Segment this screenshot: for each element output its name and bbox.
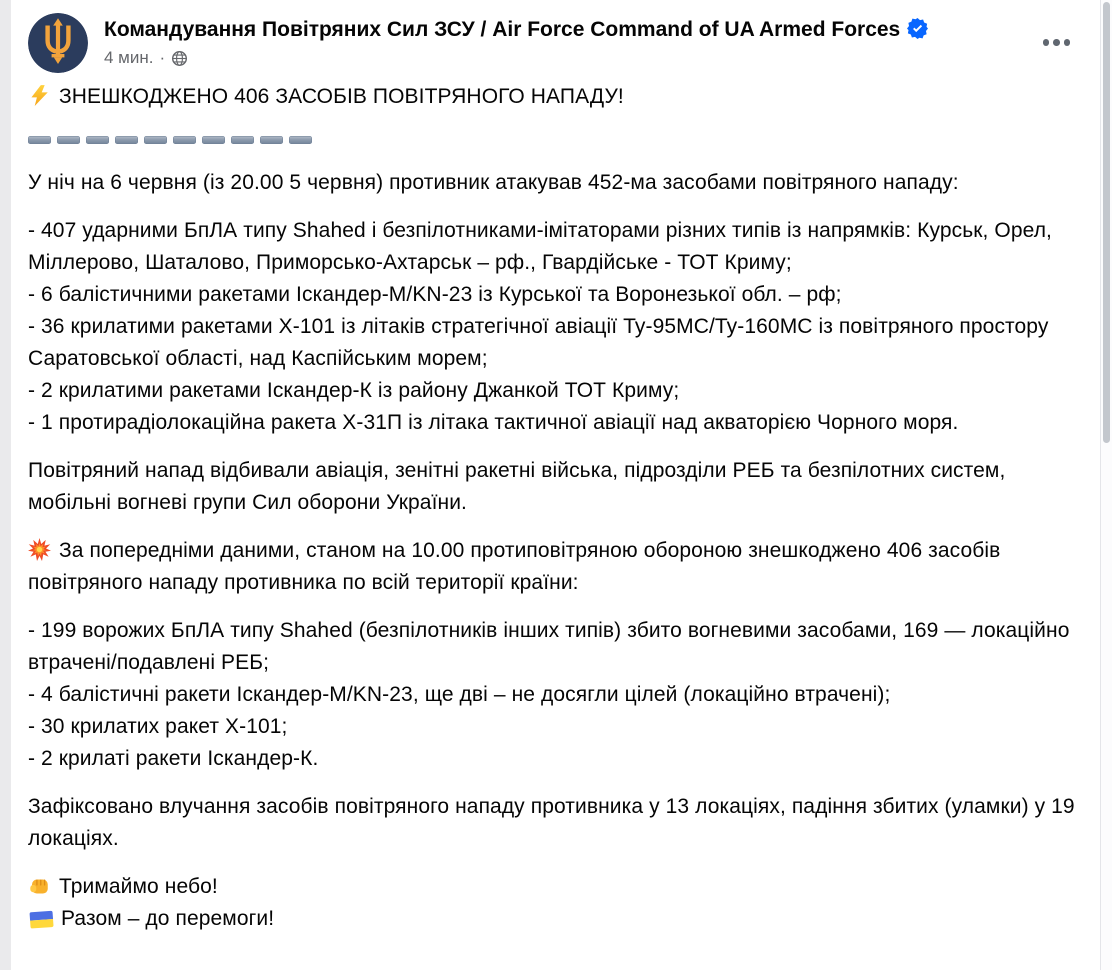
list-item: - 199 ворожих БпЛА типу Shahed (безпілотників інших типів) збито вогневими засобами, 169 — локаційно втрачені/подавлені РЕБ; (28, 619, 1070, 674)
list-item: - 6 балістичними ракетами Іскандер-М/KN-23 із Курської та Воронезької обл. – рф; (28, 283, 842, 306)
list-item: - 36 крилатими ракетами Х-101 із літаків стратегічної авіації Ту-95МС/Ту-160МС із повітряного простору Саратовської області, над Каспійським морем; (28, 315, 1049, 370)
list-item: - 30 крилатих ракет Х-101; (28, 715, 288, 738)
scrollbar[interactable] (1100, 0, 1112, 970)
heavy-minus-dash-icon (231, 136, 254, 144)
post-headline (28, 81, 1085, 113)
attack-list (28, 215, 1085, 439)
impact-text: Зафіксовано влучання засобів повітряного нападу противника у 13 локаціях, падіння збитих (уламки) у 19 локаціях. (28, 795, 1075, 850)
heavy-minus-dash-icon (173, 136, 196, 144)
post-body (11, 73, 1100, 965)
headline-text: ЗНЕШКОДЖЕНО 406 ЗАСОБІВ ПОВІТРЯНОГО НАПАДУ! (59, 85, 624, 108)
list-item: - 2 крилатими ракетами Іскандер-К із району Джанкой ТОТ Криму; (28, 379, 680, 402)
title-row (104, 16, 1037, 43)
closing-lines (28, 871, 1085, 935)
results-list (28, 615, 1085, 775)
heavy-minus-dash-icon (202, 136, 225, 144)
globe-privacy-icon (171, 50, 188, 67)
heavy-minus-dash-icon (57, 136, 80, 144)
timestamp[interactable]: 4 мин. (104, 48, 154, 67)
closing-line (28, 903, 1085, 935)
heavy-minus-dash-icon (260, 136, 283, 144)
heavy-minus-dash-icon (289, 136, 312, 144)
heavy-minus-dash-icon (28, 136, 51, 144)
ukraine-flag-icon (28, 908, 55, 929)
lightning-bolt-icon (28, 84, 51, 107)
scrollbar-thumb[interactable] (1103, 2, 1110, 443)
meta-separator: · (159, 48, 166, 67)
header-text (104, 13, 1037, 68)
defense-paragraph (28, 455, 1085, 519)
trident-emblem-icon (28, 13, 88, 73)
intro-text: У ніч на 6 червня (із 20.00 5 червня) противник атакував 452-ма засобами повітряного нападу: (28, 171, 959, 194)
three-dots-icon (1043, 39, 1050, 46)
closing-flag-text: Разом – до перемоги! (61, 907, 275, 930)
list-item: - 407 ударними БпЛА типу Shahed і безпілотниками-імітаторами різних типів із напрямків: Курськ, Орел, Міллерово, Шаталово, Приморсько-Ахтарськ – рф., Гвардійське - ТОТ Криму; (28, 219, 1052, 274)
closing-fist-text: Тримаймо небо! (59, 875, 218, 898)
heavy-minus-dash-icon (86, 136, 109, 144)
dash-divider (28, 129, 1085, 151)
verified-badge-icon (907, 18, 928, 39)
avatar[interactable] (28, 13, 88, 73)
defense-text: Повітряний напад відбивали авіація, зенітні ракетні війська, підрозділи РЕБ та безпілотних систем, мобільні вогневі групи Сил оборони України. (28, 459, 1006, 514)
summary-paragraph (28, 535, 1085, 599)
list-item: - 1 протирадіолокаційна ракета Х-31П із літака тактичної авіації над акваторією Чорного моря. (28, 411, 959, 434)
list-item: - 4 балістичні ракети Іскандер-М/KN-23, ще дві – не досягли цілей (локаційно втрачені); (28, 683, 891, 706)
impact-paragraph (28, 791, 1085, 855)
more-options-button[interactable] (1037, 27, 1077, 58)
heavy-minus-dash-icon (144, 136, 167, 144)
post-meta (104, 48, 1037, 68)
raised-fist-icon (28, 874, 51, 897)
heavy-minus-dash-icon (115, 136, 138, 144)
three-dots-icon (1064, 39, 1071, 46)
list-item: - 2 крилаті ракети Іскандер-К. (28, 747, 319, 770)
post-header (11, 0, 1100, 73)
collision-burst-icon (28, 538, 51, 561)
post-card (11, 0, 1100, 970)
page-name-link[interactable]: Командування Повітряних Сил ЗСУ / Air Force Command of UA Armed Forces (104, 18, 901, 41)
closing-line (28, 871, 1085, 903)
intro-paragraph (28, 167, 1085, 199)
summary-text: За попередніми даними, станом на 10.00 протиповітряною обороною знешкоджено 406 засобів повітряного нападу противника по всій території країни: (28, 539, 1001, 594)
three-dots-icon (1053, 39, 1060, 46)
